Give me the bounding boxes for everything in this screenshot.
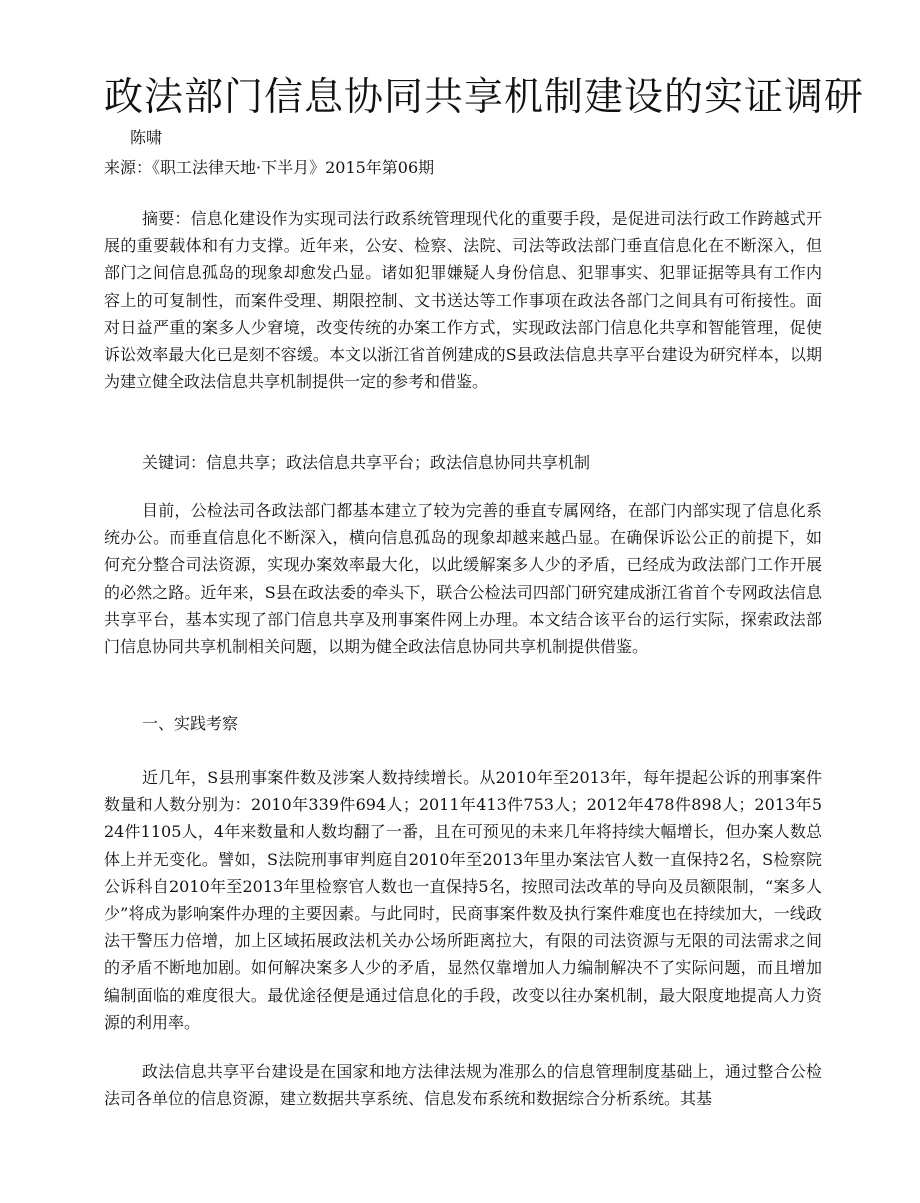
practice-paragraph: 近几年，S县刑事案件数及涉案人数持续增长。从2010年至2013年，每年提起公诉的刑事案件数量和人数分别为：2010年339件694人；2011年413件753人；2012年478件898人；2013年524件1105人，4年来数量和人数均翻了一番，且在可预见的未来几年将持续大幅增长，但办案人数总体上并无变化。譬如，S法院刑事审判庭自2010年至2013年里办案法官人数一直保持2名，S检察院公诉科自2010年至2013年里检察官人数也一直保持5名，按照司法改革的导向及员额限制，“案多人少”将成为影响案件办理的主要因素。与此同时，民商事案件数及执行案件难度也在持续加大，一线政法干警压力倍增，加上区域拓展政法机关办公场所距离拉大，有限的司法资源与无限的司法需求之间的矛盾不断地加剧。如何解决案多人少的矛盾，显然仅靠增加人力编制解决不了实际问题，而且增加编制面临的难度很大。最优途径便是通过信息化的手段，改变以往办案机制，最大限度地提高人力资源的利用率。 [104,768,822,1032]
platform-paragraph: 政法信息共享平台建设是在国家和地方法律法规为准那么的信息管理制度基础上，通过整合公检法司各单位的信息资源，建立数据共享系统、信息发布系统和数据综合分析系统。其基 [104,1062,822,1109]
section-heading: 一、实践考察 [142,714,239,733]
abstract-paragraph: 摘要：信息化建设作为实现司法行政系统管理现代化的重要手段，是促进司法行政工作跨越式开展的重要载体和有力支撑。近年来，公安、检察、法院、司法等政法部门垂直信息化在不断深入，但部门之间信息孤岛的现象却愈发凸显。诸如犯罪嫌疑人身份信息、犯罪事实、犯罪证据等具有工作内容上的可复制性，而案件受理、期限控制、文书送达等工作事项在政法各部门之间具有可衔接性。面对日益严重的案多人少窘境，改变传统的办案工作方式，实现政法部门信息化共享和智能管理，促使诉讼效率最大化已是刻不容缓。本文以浙江省首例建成的S县政法信息共享平台建设为研究样本，以期为建立健全政法信息共享机制提供一定的参考和借鉴。 [104,209,822,392]
author-name: 陈啸 [130,128,163,147]
source-line: 来源：《职工法律天地·下半月》2015年第06期 [104,158,435,177]
keywords-paragraph: 关键词：信息共享；政法信息共享平台；政法信息协同共享机制 [142,453,591,472]
intro-paragraph: 目前，公检法司各政法部门都基本建立了较为完善的垂直专属网络，在部门内部实现了信息化系统办公。而垂直信息化不断深入，横向信息孤岛的现象却越来越凸显。在确保诉讼公正的前提下，如何充分整合司法资源，实现办案效率最大化，以此缓解案多人少的矛盾，已经成为政法部门工作开展的必然之路。近年来，S县在政法委的牵头下，联合公检法司四部门研究建成浙江省首个专网政法信息共享平台，基本实现了部门信息共享及刑事案件网上办理。本文结合该平台的运行实际，探索政法部门信息协同共享机制相关问题，以期为健全政法信息协同共享机制提供借鉴。 [104,501,822,657]
article-title: 政法部门信息协同共享机制建设的实证调研 [104,75,865,120]
